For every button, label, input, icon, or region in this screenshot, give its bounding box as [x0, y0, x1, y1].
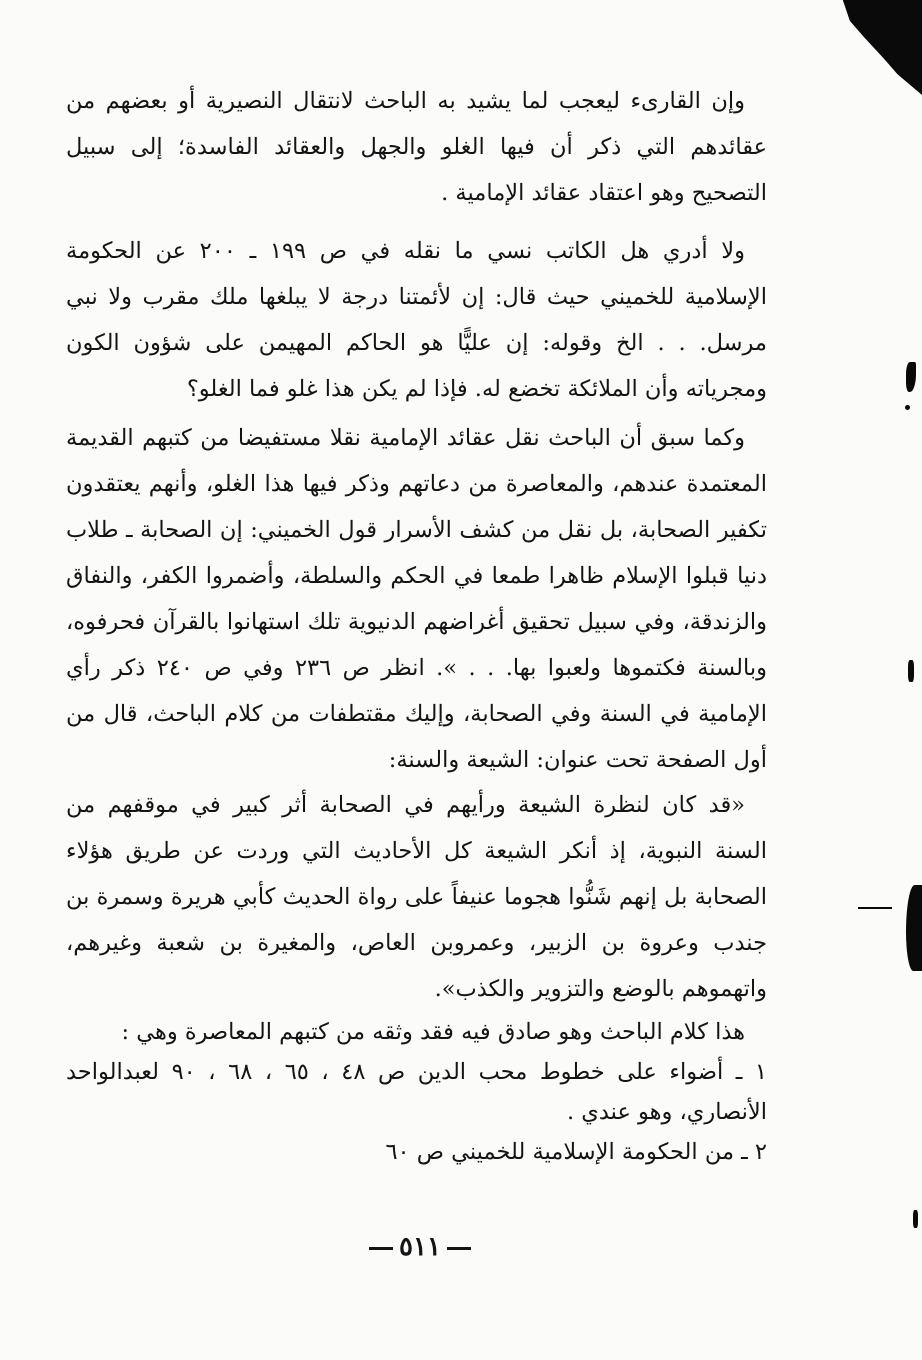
scan-edge-mark	[913, 1210, 918, 1228]
page-number	[0, 1232, 840, 1262]
scan-corner-blot	[834, 0, 922, 95]
scan-edge-mark	[906, 885, 922, 971]
paragraph-block	[66, 228, 767, 412]
paragraph-block	[66, 78, 767, 216]
scan-edge-mark	[906, 362, 916, 392]
quoted-paragraph: «قد كان لنظرة الشيعة ورأيهم في الصحابة أثر كبير في موقفهم من السنة النبوية، إذ أنكر الشيعة كل الأحاديث التي وردت عن طريق هؤلاء الصحابة بل إنهم شَنُّوا هجوما عنيفاً على رواة الحديث كأبي هريرة وسمرة بن جندب وعروة بن الزبير، وعمروبن العاص، والمغيرة بن شعبة وغيرهم، واتهموهم بالوضع والتزوير والكذب».	[66, 792, 767, 1002]
scan-edge-mark	[905, 405, 910, 410]
body-paragraph: وإن القارىء ليعجب لما يشيد به الباحث لانتقال النصيرية أو بعضهم من عقائدهم التي ذكر أن فيها الغلو والجهل والعقائد الفاسدة؛ إلى سبيل التصحيح وهو اعتقاد عقائد الإمامية .	[66, 88, 767, 206]
page-number-dash	[447, 1247, 471, 1250]
page-number-dash	[369, 1247, 393, 1250]
source-list-item: ٢ ـ من الحكومة الإسلامية للخميني ص ٦٠	[385, 1139, 767, 1165]
body-paragraph: وكما سبق أن الباحث نقل عقائد الإمامية نقلا مستفيضا من كتبهم القديمة المعتمدة عندهم، والمعاصرة من دعاتهم وذكر فيها هذا الغلو، وأنهم يعتقدون تكفير الصحابة، بل نقل من كشف الأسرار قول الخميني: إن الصحابة ـ طلاب دنيا قبلوا الإسلام ظاهرا طمعا في الحكم والسلطة، وأضمروا الكفر، والنفاق والزندقة، وفي سبيل تحقيق أغراضهم الدنيوية تلك استهانوا بالقرآن فحرفوه، وبالسنة فكتموها ولعبوا بها. . . ». انظر ص ٢٣٦ وفي ص ٢٤٠ ذكر رأي الإمامية في السنة وفي الصحابة، وإليك مقتطفات من كلام الباحث، قال من أول الصفحة تحت عنوان: الشيعة والسنة:	[66, 425, 767, 773]
scan-edge-mark	[858, 907, 892, 909]
paragraph-block	[66, 415, 767, 783]
scan-edge-mark	[908, 660, 914, 682]
quotation-block	[66, 782, 767, 1012]
source-list-item: ١ ـ أضواء على خطوط محب الدين ص ٤٨ ، ٦٥ ، ٦٨ ، ٩٠ لعبدالواحد الأنصاري، وهو عندي .	[66, 1059, 767, 1125]
body-paragraph: ولا أدري هل الكاتب نسي ما نقله في ص ١٩٩ ـ ٢٠٠ عن الحكومة الإسلامية للخميني حيث قال: إن لأئمتنا درجة لا يبلغها ملك مقرب ولا نبي مرسل. . . الخ وقوله: إن عليًّا هو الحاكم المهيمن على شؤون الكون ومجرياته وأن الملائكة تخضع له. فإذا لم يكن هذا غلو فما الغلو؟	[66, 238, 767, 402]
page-number-value: ٥١١	[399, 1232, 441, 1262]
sources-intro: هذا كلام الباحث وهو صادق فيه فقد وثقه من كتبهم المعاصرة وهي :	[121, 1019, 745, 1045]
sources-block	[66, 1012, 767, 1172]
